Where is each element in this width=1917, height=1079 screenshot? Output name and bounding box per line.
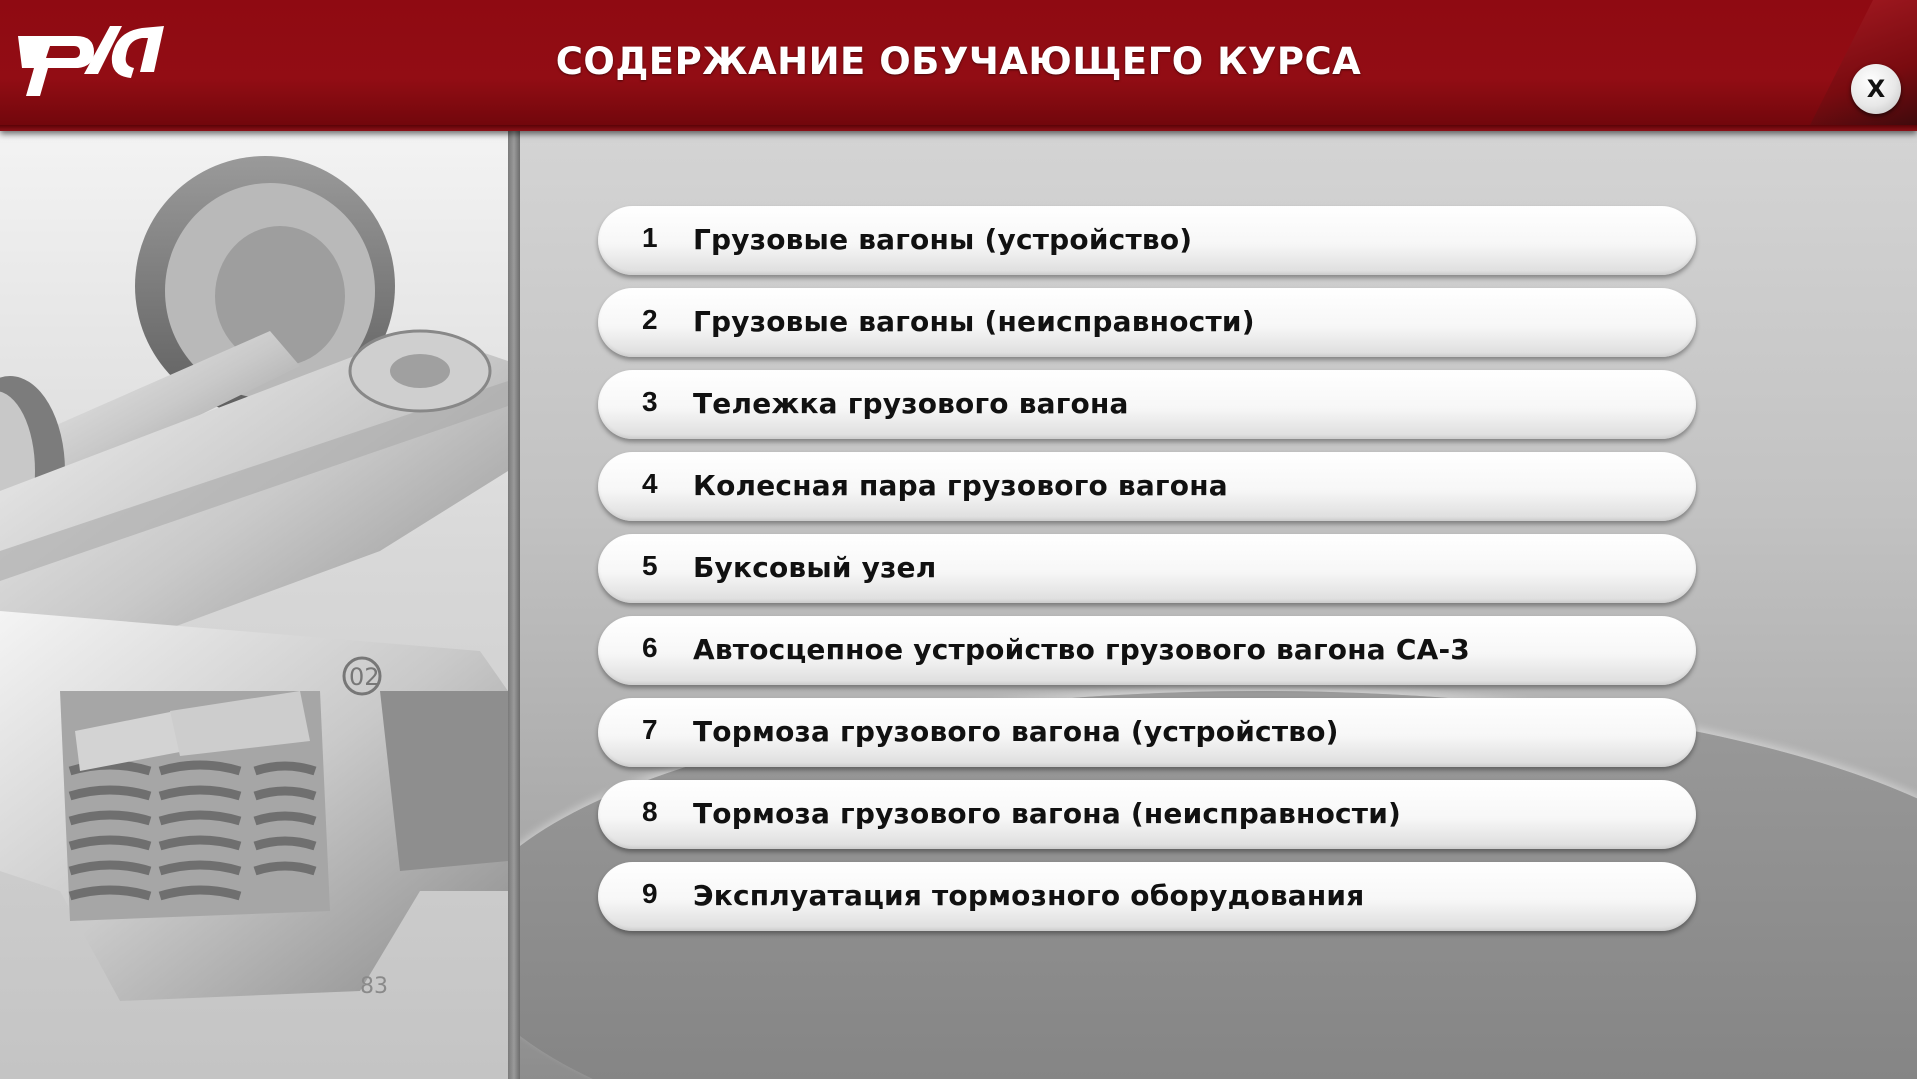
menu-item-number: 9 [642, 878, 658, 909]
menu-item-number: 1 [642, 222, 658, 253]
menu-item-label: Тормоза грузового вагона (устройство) [693, 715, 1339, 748]
menu-item-number: 4 [642, 468, 658, 499]
marking-02: 02 [349, 663, 380, 691]
menu-item-label: Колесная пара грузового вагона [693, 469, 1228, 502]
menu-item-number: 7 [642, 714, 658, 745]
menu-item-9[interactable] [598, 862, 1696, 931]
menu-item-1[interactable] [598, 206, 1696, 275]
course-menu [598, 206, 1696, 944]
menu-item-6[interactable] [598, 616, 1696, 685]
menu-item-label: Автосцепное устройство грузового вагона СА-3 [693, 633, 1470, 666]
menu-item-number: 3 [642, 386, 658, 417]
close-button[interactable] [1851, 64, 1901, 114]
menu-item-number: 8 [642, 796, 658, 827]
menu-item-3[interactable] [598, 370, 1696, 439]
menu-item-label: Буксовый узел [693, 551, 937, 584]
menu-item-label: Грузовые вагоны (устройство) [693, 223, 1193, 256]
close-icon: X [1866, 75, 1886, 103]
menu-item-2[interactable] [598, 288, 1696, 357]
illustration-panel [0, 131, 508, 1079]
menu-item-5[interactable] [598, 534, 1696, 603]
menu-item-number: 6 [642, 632, 658, 663]
menu-item-number: 2 [642, 304, 658, 335]
menu-item-4[interactable] [598, 452, 1696, 521]
panel-divider [508, 131, 520, 1079]
menu-item-number: 5 [642, 550, 658, 581]
menu-item-label: Тормоза грузового вагона (неисправности) [693, 797, 1402, 830]
header-bar [0, 0, 1917, 131]
menu-item-label: Тележка грузового вагона [693, 387, 1129, 420]
menu-item-label: Грузовые вагоны (неисправности) [693, 305, 1255, 338]
page-title: СОДЕРЖАНИЕ ОБУЧАЮЩЕГО КУРСА [555, 40, 1362, 83]
menu-item-label: Эксплуатация тормозного оборудования [693, 879, 1365, 912]
menu-item-7[interactable] [598, 698, 1696, 767]
marking-83: 83 [360, 974, 388, 999]
bogie-illustration [0, 131, 508, 1079]
menu-item-8[interactable] [598, 780, 1696, 849]
